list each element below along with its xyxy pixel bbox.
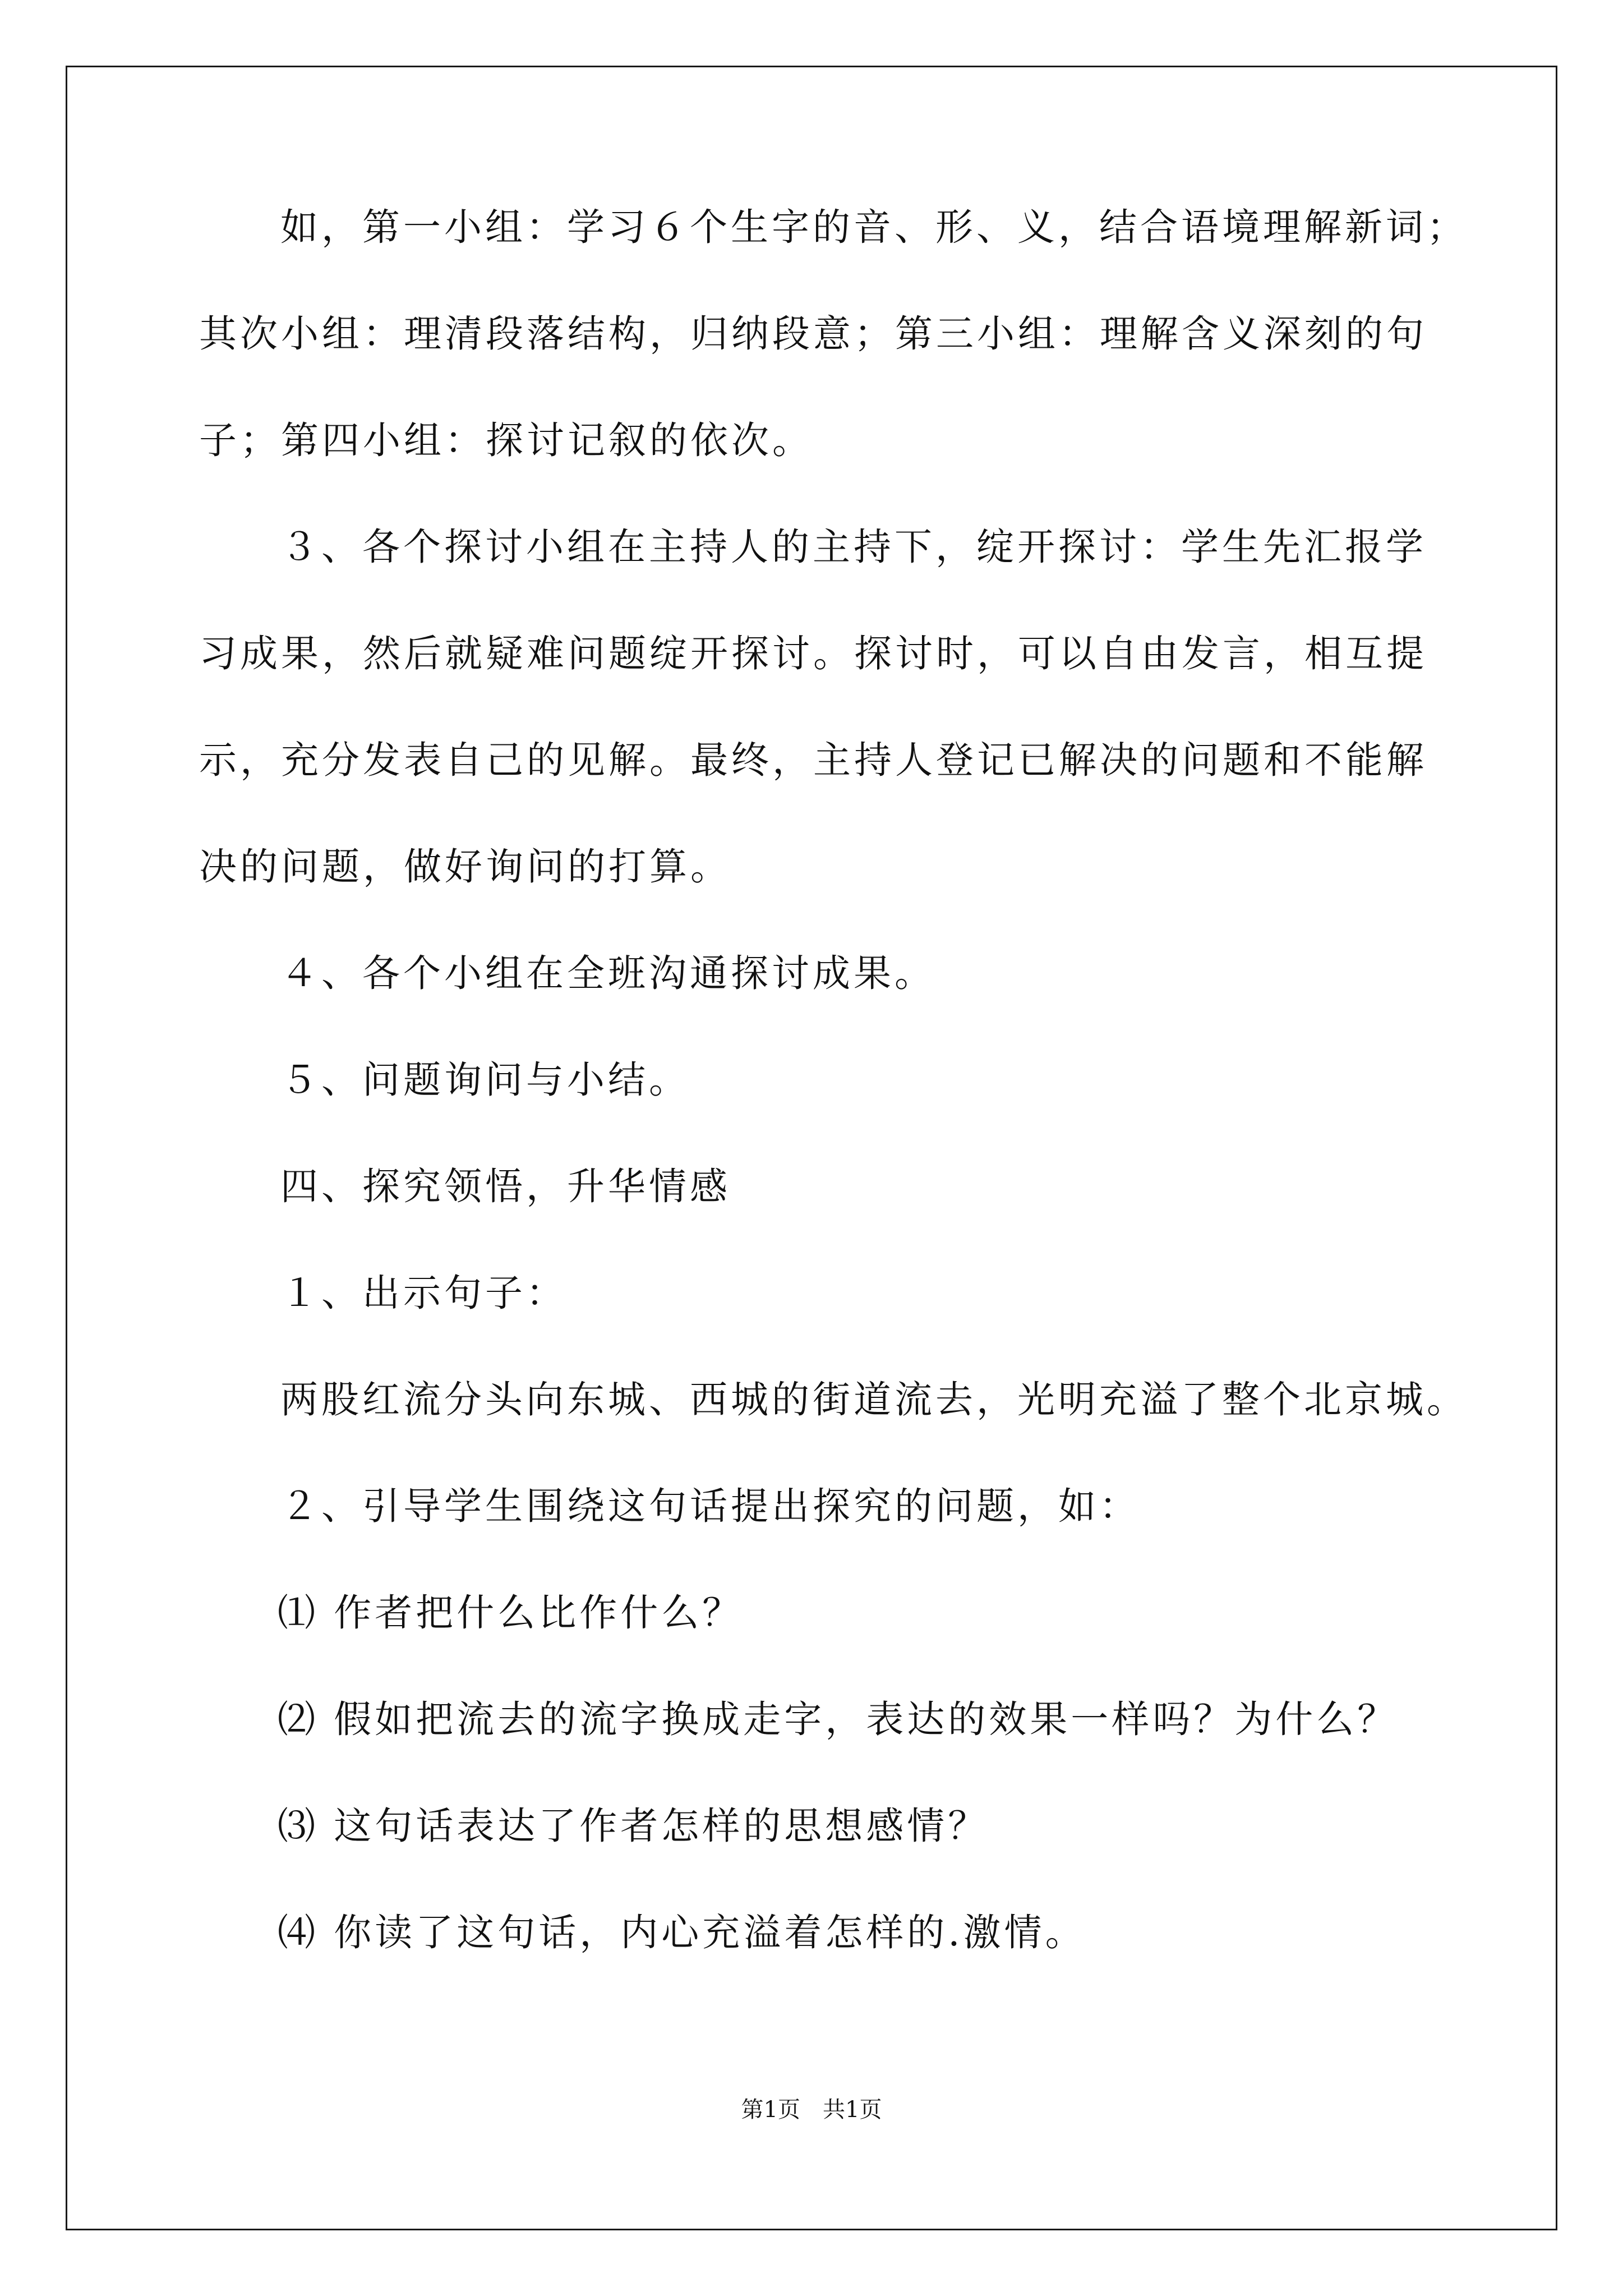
section-heading: 四、探究领悟，升华情感 bbox=[280, 1165, 731, 1208]
paragraph-line: ２、引导学生围绕这句话提出探究的问题，如： bbox=[280, 1484, 1140, 1528]
paragraph-line: 子；第四小组：探讨记叙的依次。 bbox=[199, 418, 813, 462]
paragraph-line: 示，充分发表自己的见解。最终，主持人登记已解决的问题和不能解 bbox=[199, 738, 1427, 782]
paragraph-line: 决的问题，做好询问的打算。 bbox=[199, 845, 731, 889]
paragraph-line: ３、各个探讨小组在主持人的主持下，绽开探讨：学生先汇报学 bbox=[280, 525, 1427, 569]
question-item: ⑵ 假如把流去的流字换成走字，表达的效果一样吗？为什么？ bbox=[278, 1697, 1399, 1741]
paragraph-line: 其次小组：理清段落结构，归纳段意；第三小组：理解含义深刻的句 bbox=[199, 312, 1427, 356]
question-item: ⑷ 你读了这句话，内心充溢着怎样的.激情。 bbox=[278, 1911, 1086, 1954]
paragraph-line: １、出示句子： bbox=[280, 1271, 567, 1315]
quoted-sentence: 两股红流分头向东城、西城的街道流去，光明充溢了整个北京城。 bbox=[280, 1378, 1468, 1421]
page-number-label: 第1页 共1页 bbox=[741, 2097, 882, 2123]
question-item: ⑴ 作者把什么比作什么？ bbox=[278, 1591, 744, 1635]
paragraph-line: 习成果，然后就疑难问题绽开探讨。探讨时，可以自由发言，相互提 bbox=[199, 632, 1427, 675]
paragraph-line: 如，第一小组：学习６个生字的音、形、义，结合语境理解新词； bbox=[280, 205, 1468, 249]
paragraph-line: ５、问题询问与小结。 bbox=[280, 1058, 690, 1102]
paragraph-line: ４、各个小组在全班沟通探讨成果。 bbox=[280, 951, 935, 995]
question-item: ⑶ 这句话表达了作者怎样的思想感情？ bbox=[278, 1804, 989, 1848]
page-footer bbox=[0, 2096, 1623, 2123]
